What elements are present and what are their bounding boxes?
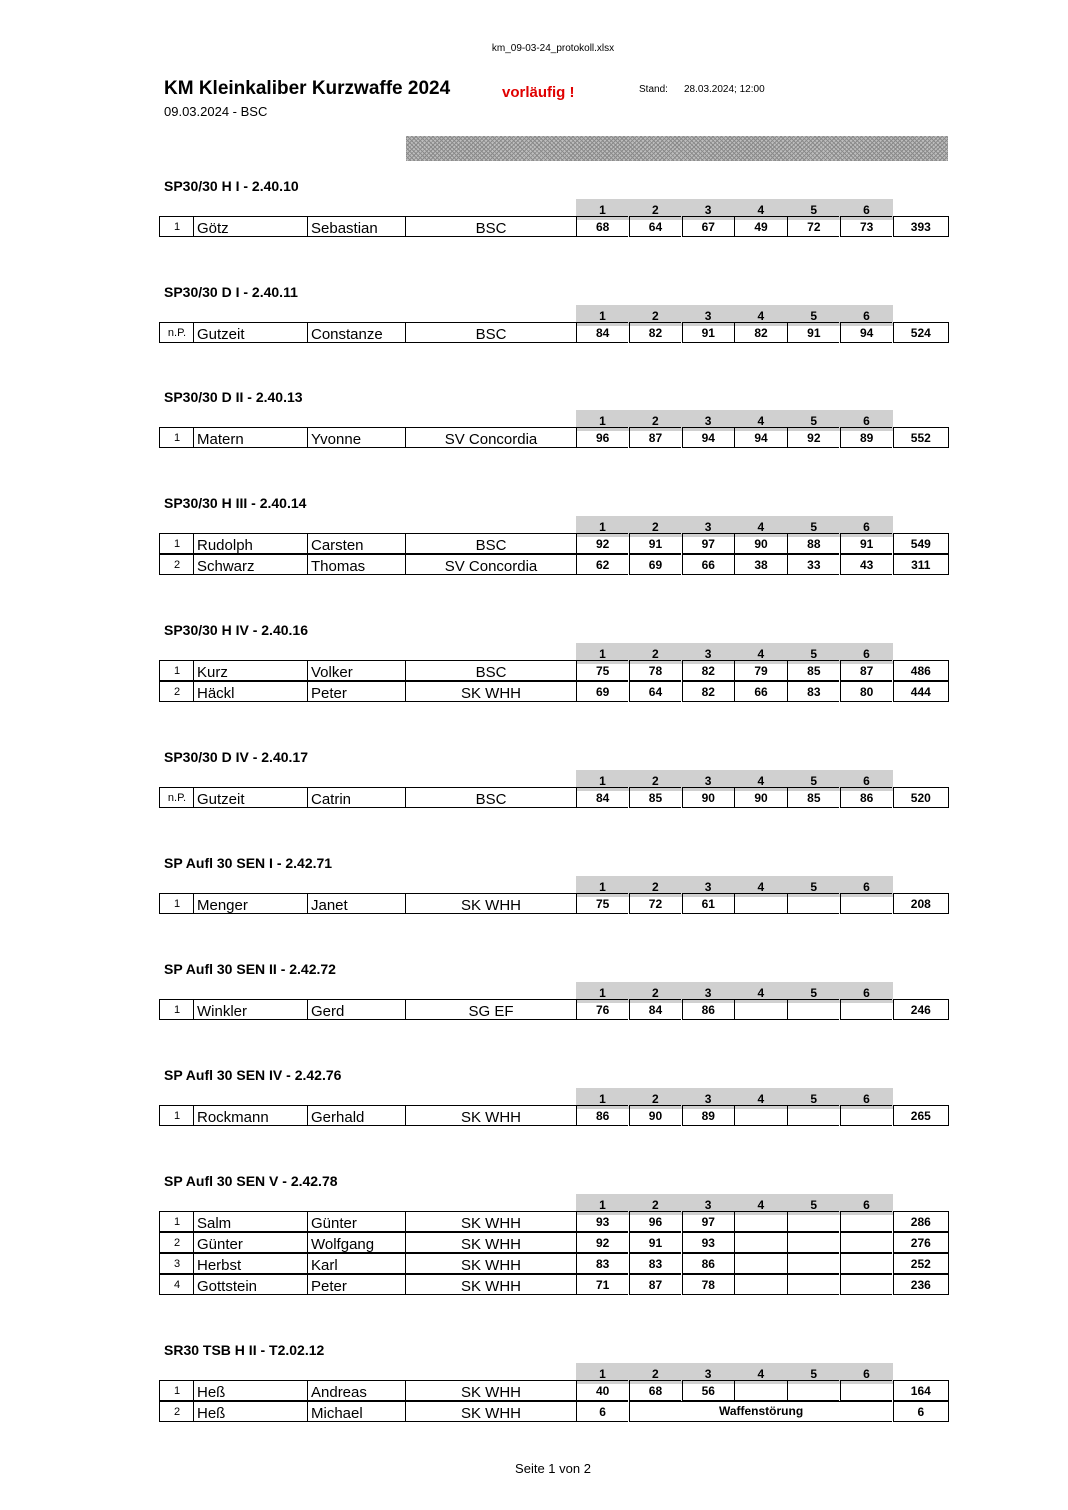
first-cell: Gerd <box>307 999 408 1020</box>
club-cell: BSC <box>405 216 576 237</box>
series-header-cell: 4 <box>734 643 787 664</box>
score-cell: 64 <box>629 216 681 237</box>
score-cell <box>734 1274 786 1295</box>
club-cell: SV Concordia <box>405 427 576 448</box>
first-cell: Peter <box>307 681 408 702</box>
rank-cell: 1 <box>159 1211 194 1232</box>
result-row <box>159 999 949 1020</box>
series-header-cell: 6 <box>840 410 893 431</box>
series-header-cell: 3 <box>682 305 735 326</box>
series-header-cell: 6 <box>840 876 893 897</box>
series-header-cell: 6 <box>840 770 893 791</box>
score-cell: 62 <box>576 554 628 575</box>
rank-cell: 1 <box>159 216 194 237</box>
rank-cell: 3 <box>159 1253 194 1274</box>
score-cell: 97 <box>682 1211 734 1232</box>
club-cell: SK WHH <box>405 1401 576 1422</box>
total-cell: 246 <box>893 999 949 1020</box>
rank-cell: 1 <box>159 999 194 1020</box>
result-row <box>159 660 949 681</box>
score-cell <box>787 893 839 914</box>
total-cell: 208 <box>893 893 949 914</box>
series-header-cell: 2 <box>629 643 682 664</box>
section-title: SP30/30 H I - 2.40.10 <box>164 178 299 194</box>
score-cell: 75 <box>576 660 628 681</box>
score-cell: 91 <box>682 322 734 343</box>
series-header-cell: 4 <box>734 410 787 431</box>
rank-cell: 2 <box>159 1232 194 1253</box>
series-header-cell: 2 <box>629 516 682 537</box>
rank-cell: 1 <box>159 533 194 554</box>
first-cell: Gerhald <box>307 1105 408 1126</box>
series-header-cell: 1 <box>576 876 629 897</box>
score-cell: 67 <box>682 216 734 237</box>
total-cell: 549 <box>893 533 949 554</box>
series-header-cell: 4 <box>734 199 787 220</box>
result-row <box>159 893 949 914</box>
series-header-cell: 3 <box>682 1363 735 1384</box>
total-cell: 236 <box>893 1274 949 1295</box>
series-header-cell: 6 <box>840 516 893 537</box>
score-cell: 94 <box>682 427 734 448</box>
series-header-cell: 1 <box>576 199 629 220</box>
series-header-cell: 1 <box>576 410 629 431</box>
score-cell: 71 <box>576 1274 628 1295</box>
remark-cell: Waffenstörung <box>629 1401 893 1422</box>
total-cell: 164 <box>893 1380 949 1401</box>
series-header-cell: 2 <box>629 1194 682 1215</box>
result-row <box>159 216 949 237</box>
total-cell: 252 <box>893 1253 949 1274</box>
last-cell: Heß <box>193 1401 310 1422</box>
score-cell: 38 <box>734 554 786 575</box>
club-cell: BSC <box>405 787 576 808</box>
last-cell: Kurz <box>193 660 310 681</box>
score-cell: 96 <box>629 1211 681 1232</box>
total-cell: 286 <box>893 1211 949 1232</box>
score-cell: 92 <box>576 533 628 554</box>
series-header-cell: 1 <box>576 643 629 664</box>
series-header-cell: 3 <box>682 876 735 897</box>
score-cell: 43 <box>840 554 892 575</box>
result-row <box>159 533 949 554</box>
first-cell: Volker <box>307 660 408 681</box>
series-header-cell: 3 <box>682 982 735 1003</box>
series-header-cell: 6 <box>840 1194 893 1215</box>
score-cell: 85 <box>629 787 681 808</box>
result-row <box>159 787 949 808</box>
score-cell: 79 <box>734 660 786 681</box>
series-header-cell: 2 <box>629 876 682 897</box>
first-cell: Michael <box>307 1401 408 1422</box>
series-header-cell: 6 <box>840 1363 893 1384</box>
first-cell: Andreas <box>307 1380 408 1401</box>
series-header-cell: 4 <box>734 770 787 791</box>
first-cell: Karl <box>307 1253 408 1274</box>
series-header-cell: 4 <box>734 1363 787 1384</box>
score-cell: 90 <box>629 1105 681 1126</box>
last-cell: Menger <box>193 893 310 914</box>
section-title: SP Aufl 30 SEN IV - 2.42.76 <box>164 1067 342 1083</box>
score-cell: 87 <box>629 1274 681 1295</box>
series-header-cell: 5 <box>787 982 840 1003</box>
series-header-cell: 3 <box>682 1194 735 1215</box>
rank-cell: 2 <box>159 681 194 702</box>
series-header-cell: 4 <box>734 982 787 1003</box>
total-cell: 524 <box>893 322 949 343</box>
series-header-cell: 2 <box>629 410 682 431</box>
score-cell <box>840 999 892 1020</box>
series-header-cell: 5 <box>787 1194 840 1215</box>
score-cell: 68 <box>629 1380 681 1401</box>
last-cell: Schwarz <box>193 554 310 575</box>
score-cell: 86 <box>576 1105 628 1126</box>
rank-cell: 1 <box>159 893 194 914</box>
section-title: SP30/30 H III - 2.40.14 <box>164 495 307 511</box>
total-cell: 265 <box>893 1105 949 1126</box>
score-cell: 92 <box>576 1232 628 1253</box>
series-header-cell: 3 <box>682 410 735 431</box>
result-row <box>159 1253 949 1274</box>
club-cell: SK WHH <box>405 1380 576 1401</box>
club-cell: SK WHH <box>405 1105 576 1126</box>
score-cell: 72 <box>629 893 681 914</box>
series-header-cell: 1 <box>576 1088 629 1109</box>
last-cell: Gutzeit <box>193 322 310 343</box>
series-header-cell: 1 <box>576 770 629 791</box>
series-header-cell: 3 <box>682 643 735 664</box>
club-cell: BSC <box>405 533 576 554</box>
series-header-cell: 3 <box>682 199 735 220</box>
last-cell: Salm <box>193 1211 310 1232</box>
score-cell: 78 <box>629 660 681 681</box>
score-cell: 90 <box>734 533 786 554</box>
score-cell: 85 <box>787 787 839 808</box>
series-header-cell: 5 <box>787 410 840 431</box>
total-cell: 393 <box>893 216 949 237</box>
total-cell: 276 <box>893 1232 949 1253</box>
score-cell: 61 <box>682 893 734 914</box>
score-cell: 33 <box>787 554 839 575</box>
score-cell <box>787 1105 839 1126</box>
section-title: SR30 TSB H II - T2.02.12 <box>164 1342 325 1358</box>
first-cell: Catrin <box>307 787 408 808</box>
series-header-cell: 6 <box>840 1088 893 1109</box>
stand-label: Stand: <box>639 84 668 95</box>
series-header-cell: 1 <box>576 305 629 326</box>
series-header-cell: 2 <box>629 1088 682 1109</box>
score-cell <box>734 893 786 914</box>
section-title: SP30/30 H IV - 2.40.16 <box>164 622 308 638</box>
section-title: SP30/30 D II - 2.40.13 <box>164 389 303 405</box>
score-cell: 80 <box>840 681 892 702</box>
series-header-cell: 6 <box>840 199 893 220</box>
score-cell: 40 <box>576 1380 628 1401</box>
series-header-cell: 6 <box>840 305 893 326</box>
score-cell <box>787 1211 839 1232</box>
score-cell <box>787 1380 839 1401</box>
series-header-cell: 1 <box>576 516 629 537</box>
club-cell: SK WHH <box>405 1253 576 1274</box>
score-cell: 85 <box>787 660 839 681</box>
last-cell: Häckl <box>193 681 310 702</box>
series-header-cell: 2 <box>629 305 682 326</box>
series-header-cell: 2 <box>629 982 682 1003</box>
last-cell: Matern <box>193 427 310 448</box>
score-cell: 75 <box>576 893 628 914</box>
score-cell: 91 <box>629 1232 681 1253</box>
page-title: KM Kleinkaliber Kurzwaffe 2024 <box>164 78 451 99</box>
score-cell <box>787 1232 839 1253</box>
score-cell <box>840 1380 892 1401</box>
series-header-cell: 5 <box>787 1363 840 1384</box>
result-row <box>159 1380 949 1401</box>
total-cell: 520 <box>893 787 949 808</box>
score-cell: 90 <box>734 787 786 808</box>
score-cell: 91 <box>787 322 839 343</box>
result-row <box>159 1401 949 1422</box>
score-cell: 83 <box>576 1253 628 1274</box>
series-header-cell: 4 <box>734 876 787 897</box>
series-header-cell: 1 <box>576 982 629 1003</box>
club-cell: SK WHH <box>405 1274 576 1295</box>
score-cell: 89 <box>682 1105 734 1126</box>
first-cell: Constanze <box>307 322 408 343</box>
score-cell <box>734 1105 786 1126</box>
score-cell: 64 <box>629 681 681 702</box>
series-header-cell: 5 <box>787 516 840 537</box>
club-cell: BSC <box>405 660 576 681</box>
score-cell: 82 <box>734 322 786 343</box>
last-cell: Götz <box>193 216 310 237</box>
score-cell <box>734 1232 786 1253</box>
club-cell: SK WHH <box>405 1232 576 1253</box>
series-header-cell: 4 <box>734 1088 787 1109</box>
preliminary-label: vorläufig ! <box>502 84 575 101</box>
score-cell: 94 <box>734 427 786 448</box>
result-row <box>159 1211 949 1232</box>
score-cell: 83 <box>787 681 839 702</box>
series-header-cell: 2 <box>629 1363 682 1384</box>
last-cell: Winkler <box>193 999 310 1020</box>
score-cell <box>787 1253 839 1274</box>
score-cell: 89 <box>840 427 892 448</box>
section-title: SP30/30 D IV - 2.40.17 <box>164 749 308 765</box>
series-header-cell: 5 <box>787 770 840 791</box>
series-header-cell: 3 <box>682 516 735 537</box>
last-cell: Rudolph <box>193 533 310 554</box>
section-title: SP30/30 D I - 2.40.11 <box>164 284 298 300</box>
last-cell: Gottstein <box>193 1274 310 1295</box>
series-header-cell: 3 <box>682 1088 735 1109</box>
result-row <box>159 681 949 702</box>
rank-cell: 2 <box>159 1401 194 1422</box>
section-title: SP Aufl 30 SEN I - 2.42.71 <box>164 855 333 871</box>
score-cell: 82 <box>629 322 681 343</box>
score-cell: 68 <box>576 216 628 237</box>
score-cell: 86 <box>682 999 734 1020</box>
section-title: SP Aufl 30 SEN II - 2.42.72 <box>164 961 336 977</box>
score-cell: 94 <box>840 322 892 343</box>
file-name: km_09-03-24_protokoll.xlsx <box>491 43 615 54</box>
series-header-cell: 2 <box>629 199 682 220</box>
score-cell <box>840 1253 892 1274</box>
total-cell: 552 <box>893 427 949 448</box>
score-cell: 82 <box>682 681 734 702</box>
first-cell: Peter <box>307 1274 408 1295</box>
club-cell: SG EF <box>405 999 576 1020</box>
last-cell: Gutzeit <box>193 787 310 808</box>
result-row <box>159 1232 949 1253</box>
stand-value: 28.03.2024; 12:00 <box>684 84 765 95</box>
series-header-cell: 4 <box>734 305 787 326</box>
result-row <box>159 1105 949 1126</box>
score-cell: 87 <box>629 427 681 448</box>
score-cell <box>787 1274 839 1295</box>
rank-cell: 1 <box>159 1105 194 1126</box>
series-header-cell: 2 <box>629 770 682 791</box>
score-cell: 86 <box>682 1253 734 1274</box>
total-cell: 6 <box>893 1401 949 1422</box>
series-header-cell: 1 <box>576 1194 629 1215</box>
series-header-cell: 4 <box>734 516 787 537</box>
result-row <box>159 1274 949 1295</box>
rank-cell: 1 <box>159 427 194 448</box>
total-cell: 486 <box>893 660 949 681</box>
first-cell: Günter <box>307 1211 408 1232</box>
score-cell: 87 <box>840 660 892 681</box>
first-cell: Janet <box>307 893 408 914</box>
score-cell: 73 <box>840 216 892 237</box>
club-cell: SK WHH <box>405 681 576 702</box>
score-cell <box>840 1232 892 1253</box>
first-cell: Thomas <box>307 554 408 575</box>
series-header-cell: 5 <box>787 199 840 220</box>
score-cell: 84 <box>576 787 628 808</box>
result-row <box>159 554 949 575</box>
rank-cell: 1 <box>159 1380 194 1401</box>
score-cell: 86 <box>840 787 892 808</box>
series-header-cell: 6 <box>840 982 893 1003</box>
first-cell: Yvonne <box>307 427 408 448</box>
last-cell: Rockmann <box>193 1105 310 1126</box>
score-cell: 84 <box>629 999 681 1020</box>
rank-cell: n.P. <box>159 322 194 343</box>
last-cell: Heß <box>193 1380 310 1401</box>
score-cell: 83 <box>629 1253 681 1274</box>
score-cell: 91 <box>629 533 681 554</box>
score-cell: 82 <box>682 660 734 681</box>
first-cell: Carsten <box>307 533 408 554</box>
score-cell <box>734 1211 786 1232</box>
total-cell: 311 <box>893 554 949 575</box>
club-cell: SK WHH <box>405 1211 576 1232</box>
result-row <box>159 427 949 448</box>
score-cell: 6 <box>576 1401 628 1422</box>
series-header-cell: 5 <box>787 1088 840 1109</box>
score-cell: 76 <box>576 999 628 1020</box>
score-cell: 56 <box>682 1380 734 1401</box>
score-cell <box>734 1380 786 1401</box>
score-cell: 92 <box>787 427 839 448</box>
first-cell: Sebastian <box>307 216 408 237</box>
score-cell <box>840 893 892 914</box>
rank-cell: 1 <box>159 660 194 681</box>
hatched-banner <box>406 136 948 161</box>
club-cell: SV Concordia <box>405 554 576 575</box>
series-header-cell: 5 <box>787 305 840 326</box>
club-cell: BSC <box>405 322 576 343</box>
result-row <box>159 322 949 343</box>
score-cell: 84 <box>576 322 628 343</box>
score-cell: 96 <box>576 427 628 448</box>
score-cell: 91 <box>840 533 892 554</box>
page-subtitle: 09.03.2024 - BSC <box>164 104 268 119</box>
score-cell: 78 <box>682 1274 734 1295</box>
score-cell <box>734 1253 786 1274</box>
score-cell: 66 <box>734 681 786 702</box>
first-cell: Wolfgang <box>307 1232 408 1253</box>
score-cell: 93 <box>682 1232 734 1253</box>
series-header-cell: 1 <box>576 1363 629 1384</box>
last-cell: Günter <box>193 1232 310 1253</box>
score-cell: 90 <box>682 787 734 808</box>
score-cell <box>787 999 839 1020</box>
score-cell: 88 <box>787 533 839 554</box>
rank-cell: 4 <box>159 1274 194 1295</box>
score-cell: 69 <box>629 554 681 575</box>
series-header-cell: 4 <box>734 1194 787 1215</box>
series-header-cell: 3 <box>682 770 735 791</box>
score-cell: 93 <box>576 1211 628 1232</box>
rank-cell: 2 <box>159 554 194 575</box>
page-footer: Seite 1 von 2 <box>515 1461 591 1476</box>
total-cell: 444 <box>893 681 949 702</box>
score-cell <box>734 999 786 1020</box>
last-cell: Herbst <box>193 1253 310 1274</box>
series-header-cell: 6 <box>840 643 893 664</box>
score-cell: 49 <box>734 216 786 237</box>
section-title: SP Aufl 30 SEN V - 2.42.78 <box>164 1173 338 1189</box>
score-cell: 97 <box>682 533 734 554</box>
series-header-cell: 5 <box>787 876 840 897</box>
rank-cell: n.P. <box>159 787 194 808</box>
score-cell <box>840 1105 892 1126</box>
score-cell: 69 <box>576 681 628 702</box>
score-cell <box>840 1274 892 1295</box>
score-cell <box>840 1211 892 1232</box>
club-cell: SK WHH <box>405 893 576 914</box>
score-cell: 66 <box>682 554 734 575</box>
series-header-cell: 5 <box>787 643 840 664</box>
score-cell: 72 <box>787 216 839 237</box>
